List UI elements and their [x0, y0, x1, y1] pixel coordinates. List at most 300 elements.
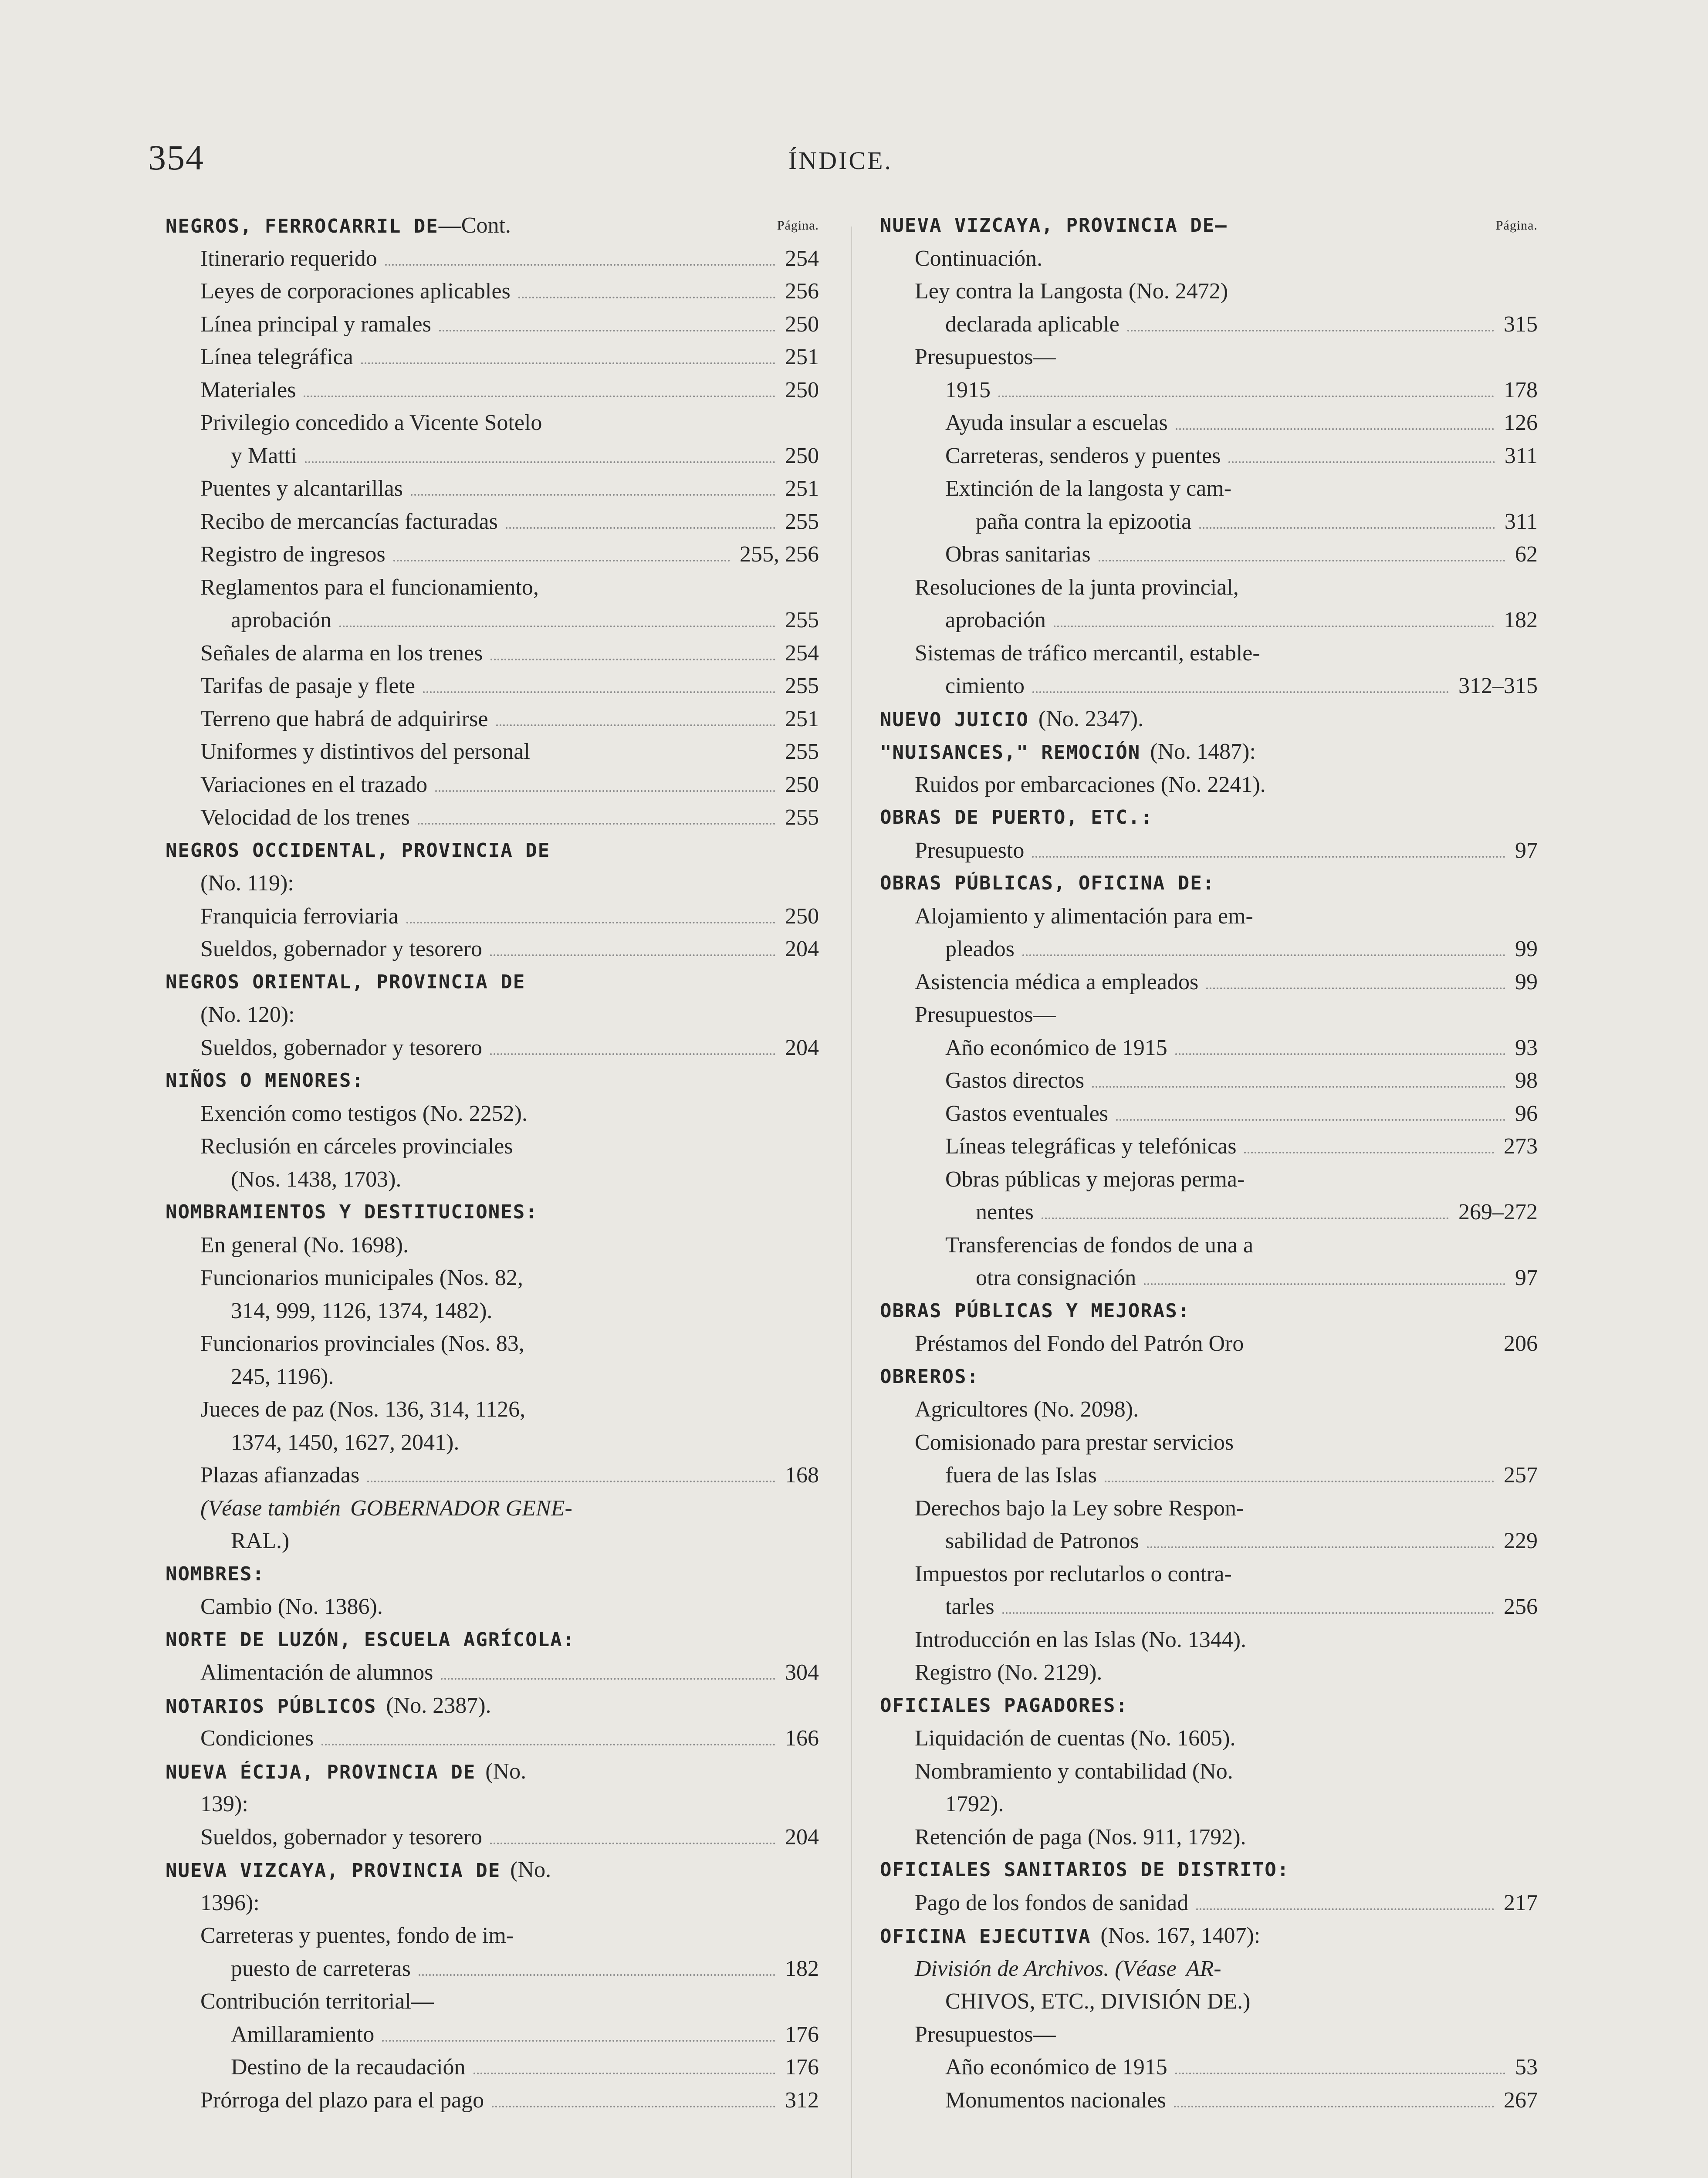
- page-ref: 98: [1515, 1068, 1538, 1093]
- page-ref: 206: [1504, 1331, 1538, 1356]
- index-entry: [166, 1130, 819, 1163]
- entry-text: otra consignación: [976, 1265, 1136, 1290]
- entry-text: Presupuesto: [915, 838, 1025, 863]
- entry-text: Amillaramiento: [231, 2022, 375, 2047]
- index-entry: [166, 275, 819, 308]
- right-entries: [880, 242, 1538, 2117]
- entry-text: paña contra la epizootia: [976, 509, 1192, 534]
- index-entry: [166, 1327, 819, 1360]
- index-entry: [166, 1623, 819, 1657]
- page-ref: 267: [1504, 2087, 1538, 2113]
- index-entry: [166, 1821, 819, 1854]
- index-entry: [166, 1590, 819, 1623]
- index-entry: [880, 1295, 1538, 1328]
- entry-text: Señales de alarma en los trenes: [200, 640, 483, 666]
- dot-leader: [1099, 560, 1505, 561]
- entry-text: tarles: [945, 1594, 994, 1619]
- index-entry: [880, 374, 1538, 407]
- entry-text: Velocidad de los trenes: [200, 805, 410, 830]
- page-ref: 304: [785, 1660, 819, 1685]
- running-title: ÍNDICE.: [788, 146, 893, 175]
- dot-leader: [998, 396, 1494, 397]
- entry-text: Sueldos, gobernador y tesorero: [200, 1824, 482, 1850]
- dot-leader: [393, 560, 730, 561]
- index-entry: [166, 1952, 819, 1985]
- index-entry: [880, 2084, 1538, 2117]
- index-entry: [166, 768, 819, 802]
- index-entry: [166, 1196, 819, 1229]
- page-ref: 256: [785, 279, 819, 304]
- index-entry: [880, 735, 1538, 768]
- index-entry: [880, 1689, 1538, 1722]
- index-entry: [166, 1492, 819, 1525]
- index-entry: [880, 1426, 1538, 1459]
- entry-text: Condiciones: [200, 1726, 314, 1751]
- entry-text: Tarifas de pasaje y flete: [200, 673, 415, 698]
- entry-text: OFICINA EJECUTIVA (Nos. 167, 1407):: [880, 1923, 1261, 1948]
- dot-leader: [1042, 1218, 1449, 1219]
- dot-leader: [1002, 1612, 1494, 1614]
- entry-text: Nombramiento y contabilidad (No.: [915, 1759, 1233, 1784]
- index-entry: [166, 1755, 819, 1788]
- page-ref: 250: [785, 772, 819, 797]
- index-entry: [166, 1295, 819, 1328]
- page-ref: 311: [1504, 509, 1538, 534]
- page-ref: 251: [785, 706, 819, 731]
- index-entry: [880, 2051, 1538, 2084]
- index-entry: [880, 1327, 1538, 1360]
- index-entry: [166, 571, 819, 604]
- index-entry: [880, 1163, 1538, 1196]
- entry-continuation: (No. 2387).: [386, 1693, 491, 1718]
- index-entry: [166, 406, 819, 440]
- entry-text: Resoluciones de la junta provincial,: [915, 575, 1239, 600]
- page-ref: 255: [785, 739, 819, 764]
- index-entry: [880, 703, 1538, 736]
- page-ref: 182: [1504, 608, 1538, 632]
- index-entry: [166, 1919, 819, 1952]
- index-entry: [166, 2018, 819, 2051]
- page-ref: 255, 256: [740, 542, 819, 567]
- index-entry: [880, 1623, 1538, 1657]
- entry-text: Sueldos, gobernador y tesorero: [200, 937, 482, 961]
- entry-text: nentes: [976, 1200, 1034, 1224]
- dot-leader: [418, 823, 775, 825]
- entry-text: Asistencia médica a empleados: [915, 969, 1199, 994]
- index-entry: [166, 1261, 819, 1295]
- page-ref: 315: [1504, 311, 1538, 337]
- entry-text: NOTARIOS PÚBLICOS (No. 2387).: [166, 1693, 491, 1718]
- entry-text: declarada aplicable: [945, 311, 1120, 337]
- entry-text: Variaciones en el trazado: [200, 772, 428, 797]
- entry-text: Materiales: [200, 377, 296, 402]
- page-ref: 168: [785, 1463, 819, 1488]
- entry-text: Continuación.: [915, 246, 1043, 271]
- page-ref: 204: [785, 1035, 819, 1060]
- dot-leader: [419, 1974, 775, 1976]
- dot-leader: [1199, 527, 1495, 529]
- dot-leader: [490, 1053, 775, 1055]
- index-entry: [880, 900, 1538, 933]
- entry-text: NOMBRAMIENTOS Y DESTITUCIONES:: [166, 1201, 538, 1223]
- entry-text: Leyes de corporaciones aplicables: [200, 279, 511, 304]
- dot-leader: [1116, 1119, 1505, 1121]
- entry-text: puesto de carreteras: [231, 1956, 411, 1981]
- index-entry: [166, 440, 819, 473]
- page-ref: 311: [1504, 443, 1538, 468]
- index-entry: [880, 1788, 1538, 1821]
- index-entry: [880, 1952, 1538, 1985]
- index-entry: [880, 538, 1538, 571]
- page-ref: 269–272: [1458, 1200, 1538, 1224]
- dot-leader: [1092, 1086, 1505, 1088]
- page-ref: 204: [785, 1824, 819, 1850]
- page-ref: 93: [1515, 1035, 1538, 1060]
- entry-text: NEGROS OCCIDENTAL, PROVINCIA DE: [166, 839, 551, 862]
- entry-text: 1396):: [200, 1890, 260, 1915]
- entry-text: Registro de ingresos: [200, 542, 386, 567]
- entry-text: Gastos directos: [945, 1068, 1085, 1093]
- dot-leader: [411, 494, 775, 496]
- entry-text: Itinerario requerido: [200, 246, 377, 271]
- entry-text: NEGROS ORIENTAL, PROVINCIA DE: [166, 971, 526, 993]
- dot-leader: [435, 790, 775, 792]
- page-ref: 176: [785, 2022, 819, 2047]
- dot-leader: [406, 922, 775, 923]
- entry-text: 245, 1196).: [231, 1364, 334, 1389]
- dot-leader: [1032, 691, 1449, 693]
- index-entry: [880, 308, 1538, 341]
- dot-leader: [1032, 856, 1505, 858]
- entry-continuation: (No.: [510, 1857, 551, 1882]
- entry-text: Puentes y alcantarillas: [200, 476, 403, 501]
- dot-leader: [492, 2106, 775, 2107]
- index-entry: [880, 867, 1538, 900]
- entry-text: NUEVA VIZCAYA, PROVINCIA DE (No.: [166, 1857, 551, 1882]
- dot-leader: [367, 1481, 775, 1482]
- entry-text: Ayuda insular a escuelas: [945, 410, 1168, 435]
- entry-text: Destino de la recaudación: [231, 2055, 466, 2080]
- entry-text: Derechos bajo la Ley sobre Respon-: [915, 1495, 1244, 1521]
- entry-text: Carreteras, senderos y puentes: [945, 443, 1221, 468]
- entry-text: Comisionado para prestar servicios: [915, 1430, 1234, 1455]
- index-entry: [880, 966, 1538, 999]
- index-entry: [166, 505, 819, 538]
- entry-text: pleados: [945, 937, 1015, 961]
- index-entry: [166, 242, 819, 275]
- dot-leader: [361, 362, 775, 364]
- entry-text: sabilidad de Patronos: [945, 1529, 1139, 1553]
- entry-text: 314, 999, 1126, 1374, 1482).: [231, 1298, 493, 1323]
- index-entry: [880, 1722, 1538, 1755]
- index-entry: [166, 801, 819, 834]
- index-entry: [166, 1459, 819, 1492]
- dot-leader: [490, 954, 775, 956]
- entry-text: 1792).: [945, 1792, 1004, 1816]
- dot-leader: [439, 330, 775, 331]
- entry-text: Recibo de mercancías facturadas: [200, 509, 498, 534]
- index-entry: [880, 440, 1538, 473]
- index-entry: [166, 1229, 819, 1262]
- dot-leader: [1174, 2106, 1494, 2107]
- index-entry: [166, 2084, 819, 2117]
- entry-text: OBRAS PÚBLICAS Y MEJORAS:: [880, 1299, 1191, 1322]
- entry-text: Franquicia ferroviaria: [200, 903, 399, 929]
- page-ref: 250: [785, 903, 819, 929]
- entry-text: Prórroga del plazo para el pago: [200, 2087, 484, 2113]
- entry-text: Línea principal y ramales: [200, 311, 431, 337]
- page-ref: 53: [1515, 2055, 1538, 2080]
- entry-text: aprobación: [231, 608, 332, 632]
- page-ref: 97: [1515, 838, 1538, 863]
- right-column: [880, 209, 1538, 2117]
- page-ref: 254: [785, 640, 819, 666]
- index-entry: [880, 275, 1538, 308]
- dot-leader: [385, 264, 775, 266]
- index-entry: [166, 637, 819, 670]
- index-entry: [166, 735, 819, 768]
- index-entry: [166, 1853, 819, 1887]
- index-entry: [166, 1689, 819, 1722]
- index-entry: [880, 1919, 1538, 1952]
- dot-leader: [1022, 954, 1505, 956]
- page-ref: 251: [785, 476, 819, 501]
- index-entry: [880, 571, 1538, 604]
- index-entry: [166, 472, 819, 505]
- index-entry: [166, 834, 819, 867]
- index-entry: [166, 670, 819, 703]
- page-ref: 250: [785, 443, 819, 468]
- index-entry: [166, 933, 819, 966]
- index-entry: [880, 998, 1538, 1032]
- entry-text: NIÑOS O MENORES:: [166, 1069, 364, 1092]
- index-entry: [166, 1985, 819, 2018]
- index-entry: [880, 1590, 1538, 1623]
- entry-text: RAL.): [231, 1529, 290, 1553]
- entry-text: CHIVOS, ETC., DIVISIÓN DE.): [945, 1989, 1251, 2014]
- entry-text: Retención de paga (Nos. 911, 1792).: [915, 1824, 1246, 1850]
- index-entry: [166, 538, 819, 571]
- entry-text: División de Archivos. (Véase AR-: [915, 1956, 1221, 1981]
- entry-text: Alimentación de alumnos: [200, 1660, 433, 1685]
- entry-text: Privilegio concedido a Vicente Sotelo: [200, 410, 542, 435]
- page-ref: 96: [1515, 1101, 1538, 1126]
- page-ref: 229: [1504, 1529, 1538, 1553]
- dot-leader: [1244, 1152, 1494, 1153]
- entry-text: OFICIALES PAGADORES:: [880, 1694, 1128, 1717]
- index-entry: [166, 1426, 819, 1459]
- entry-text: Introducción en las Islas (No. 1344).: [915, 1627, 1247, 1652]
- index-entry: [880, 1492, 1538, 1525]
- dot-leader: [1054, 626, 1494, 627]
- entry-text: Ley contra la Langosta (No. 2472): [915, 279, 1228, 304]
- entry-text: OFICIALES SANITARIOS DE DISTRITO:: [880, 1859, 1290, 1881]
- entry-continuation: (No.: [485, 1759, 527, 1784]
- page-ref: 99: [1515, 937, 1538, 961]
- index-entry: [880, 1821, 1538, 1854]
- page-ref: 254: [785, 246, 819, 271]
- entry-text: Obras sanitarias: [945, 542, 1091, 567]
- dot-leader: [496, 724, 776, 726]
- page-ref: 255: [785, 608, 819, 632]
- index-entry: [166, 703, 819, 736]
- left-entries: [166, 242, 819, 2117]
- pagina-label: Página.: [1495, 218, 1538, 233]
- index-entry: [880, 472, 1538, 505]
- entry-text: OBREROS:: [880, 1365, 979, 1388]
- index-entry: [166, 1097, 819, 1130]
- index-entry: [166, 1887, 819, 1920]
- page-ref: 312: [785, 2087, 819, 2113]
- entry-text: Registro (No. 2129).: [915, 1660, 1103, 1685]
- entry-text: NUEVA ÉCIJA, PROVINCIA DE (No.: [166, 1759, 527, 1784]
- page-ref: 273: [1504, 1134, 1538, 1159]
- entry-text: Carreteras y puentes, fondo de im-: [200, 1923, 514, 1948]
- entry-text: Monumentos nacionales: [945, 2087, 1166, 2113]
- index-entry: [880, 604, 1538, 637]
- dot-leader: [490, 659, 775, 660]
- dot-leader: [490, 1843, 775, 1844]
- index-entry: [166, 1558, 819, 1591]
- dot-leader: [1144, 1283, 1505, 1285]
- page-ref: 255: [785, 509, 819, 534]
- index-entry: [880, 1360, 1538, 1393]
- index-entry: [880, 1887, 1538, 1920]
- entry-text: Presupuestos—: [915, 1002, 1056, 1027]
- entry-text: Líneas telegráficas y telefónicas: [945, 1134, 1237, 1159]
- index-entry: [880, 1196, 1538, 1229]
- entry-text: NUEVO JUICIO (No. 2347).: [880, 706, 1144, 731]
- dot-leader: [321, 1744, 775, 1745]
- index-entry: [880, 1656, 1538, 1689]
- index-entry: [166, 1064, 819, 1097]
- page-ref: 178: [1504, 377, 1538, 402]
- index-entry: [880, 670, 1538, 703]
- dot-leader: [423, 691, 775, 693]
- index-entry: [880, 1097, 1538, 1130]
- entry-text: 1374, 1450, 1627, 2041).: [231, 1430, 460, 1455]
- entry-text: Sueldos, gobernador y tesorero: [200, 1035, 482, 1060]
- page-ref: 176: [785, 2055, 819, 2080]
- index-entry: [166, 900, 819, 933]
- page-ref: 251: [785, 345, 819, 369]
- index-entry: [166, 966, 819, 999]
- dot-leader: [1105, 1481, 1494, 1482]
- index-entry: [880, 801, 1538, 834]
- entry-text: Alojamiento y alimentación para em-: [915, 903, 1253, 929]
- index-entry: [166, 1722, 819, 1755]
- entry-text: Exención como testigos (No. 2252).: [200, 1101, 528, 1126]
- index-entry: [880, 1229, 1538, 1262]
- index-entry: [880, 637, 1538, 670]
- index-entry: [166, 1525, 819, 1558]
- dot-leader: [518, 297, 775, 298]
- page-ref: 126: [1504, 410, 1538, 435]
- index-entry: [166, 998, 819, 1032]
- dot-leader: [441, 1678, 775, 1680]
- page-ref: 204: [785, 937, 819, 961]
- entry-text: Ruidos por embarcaciones (No. 2241).: [915, 772, 1266, 797]
- entry-text: aprobación: [945, 608, 1046, 632]
- entry-text: cimiento: [945, 673, 1025, 698]
- index-entry: [166, 1788, 819, 1821]
- page-ref: 250: [785, 377, 819, 402]
- entry-text: 1915: [945, 377, 991, 402]
- entry-text: Agricultores (No. 2098).: [915, 1397, 1139, 1422]
- entry-text: y Matti: [231, 443, 297, 468]
- entry-text: NOMBRES:: [166, 1562, 265, 1585]
- index-entry: [166, 867, 819, 900]
- index-entry: [880, 1558, 1538, 1591]
- index-entry: [166, 2051, 819, 2084]
- dot-leader: [1175, 2073, 1505, 2074]
- page-ref: 99: [1515, 969, 1538, 994]
- index-entry: [166, 308, 819, 341]
- entry-text: OBRAS DE PUERTO, ETC.:: [880, 806, 1153, 829]
- dot-leader: [1147, 1546, 1494, 1548]
- entry-continuation: (Nos. 167, 1407):: [1100, 1923, 1261, 1948]
- entry-text: fuera de las Islas: [945, 1463, 1097, 1488]
- entry-text: Jueces de paz (Nos. 136, 314, 1126,: [200, 1397, 526, 1422]
- index-entry: [880, 1755, 1538, 1788]
- entry-text: "NUISANCES," REMOCIÓN (No. 1487):: [880, 739, 1256, 764]
- index-entry: [880, 341, 1538, 374]
- index-entry: [880, 242, 1538, 275]
- entry-continuation: (No. 2347).: [1038, 706, 1144, 731]
- page-ref: 97: [1515, 1265, 1538, 1290]
- entry-text: Sistemas de tráfico mercantil, estable-: [915, 640, 1260, 666]
- entry-text: (No. 120):: [200, 1002, 295, 1027]
- index-entry: [880, 1525, 1538, 1558]
- dot-leader: [1196, 1908, 1494, 1910]
- entry-text: Línea telegráfica: [200, 345, 353, 369]
- index-entry: [880, 834, 1538, 867]
- entry-text: Reclusión en cárceles provinciales: [200, 1134, 513, 1159]
- left-column: [166, 209, 819, 2117]
- entry-text: Extinción de la langosta y cam-: [945, 476, 1232, 501]
- entry-text: Presupuestos—: [915, 2022, 1056, 2047]
- entry-text: Año económico de 1915: [945, 1035, 1167, 1060]
- index-entry: [880, 1261, 1538, 1295]
- dot-leader: [506, 527, 775, 529]
- entry-text: Funcionarios municipales (Nos. 82,: [200, 1265, 523, 1290]
- entry-text: Gastos eventuales: [945, 1101, 1109, 1126]
- index-entry: [880, 1032, 1538, 1065]
- entry-continuation: (No. 1487):: [1150, 739, 1256, 764]
- entry-text: Pago de los fondos de sanidad: [915, 1890, 1189, 1915]
- page-ref: 312–315: [1458, 673, 1538, 698]
- index-entry: [880, 2018, 1538, 2051]
- entry-text: Préstamos del Fondo del Patrón Oro: [915, 1331, 1244, 1356]
- dot-leader: [1206, 988, 1505, 989]
- dot-leader: [1127, 330, 1494, 331]
- dot-leader: [1175, 1053, 1505, 1055]
- index-entry: [880, 1459, 1538, 1492]
- page-ref: 166: [785, 1726, 819, 1751]
- dot-leader: [304, 396, 775, 397]
- entry-text: Impuestos por reclutarlos o contra-: [915, 1561, 1232, 1586]
- pagina-label: Página.: [777, 218, 819, 233]
- entry-continuation: GOBERNADOR GENE-: [350, 1495, 572, 1521]
- entry-text: 139):: [200, 1792, 248, 1816]
- dot-leader: [1228, 461, 1495, 463]
- page-ref: 62: [1515, 542, 1538, 567]
- index-entry: [166, 1032, 819, 1065]
- index-entry: [166, 341, 819, 374]
- index-entry: [880, 1130, 1538, 1163]
- page-ref: 250: [785, 311, 819, 337]
- entry-text: (Nos. 1438, 1703).: [231, 1167, 402, 1192]
